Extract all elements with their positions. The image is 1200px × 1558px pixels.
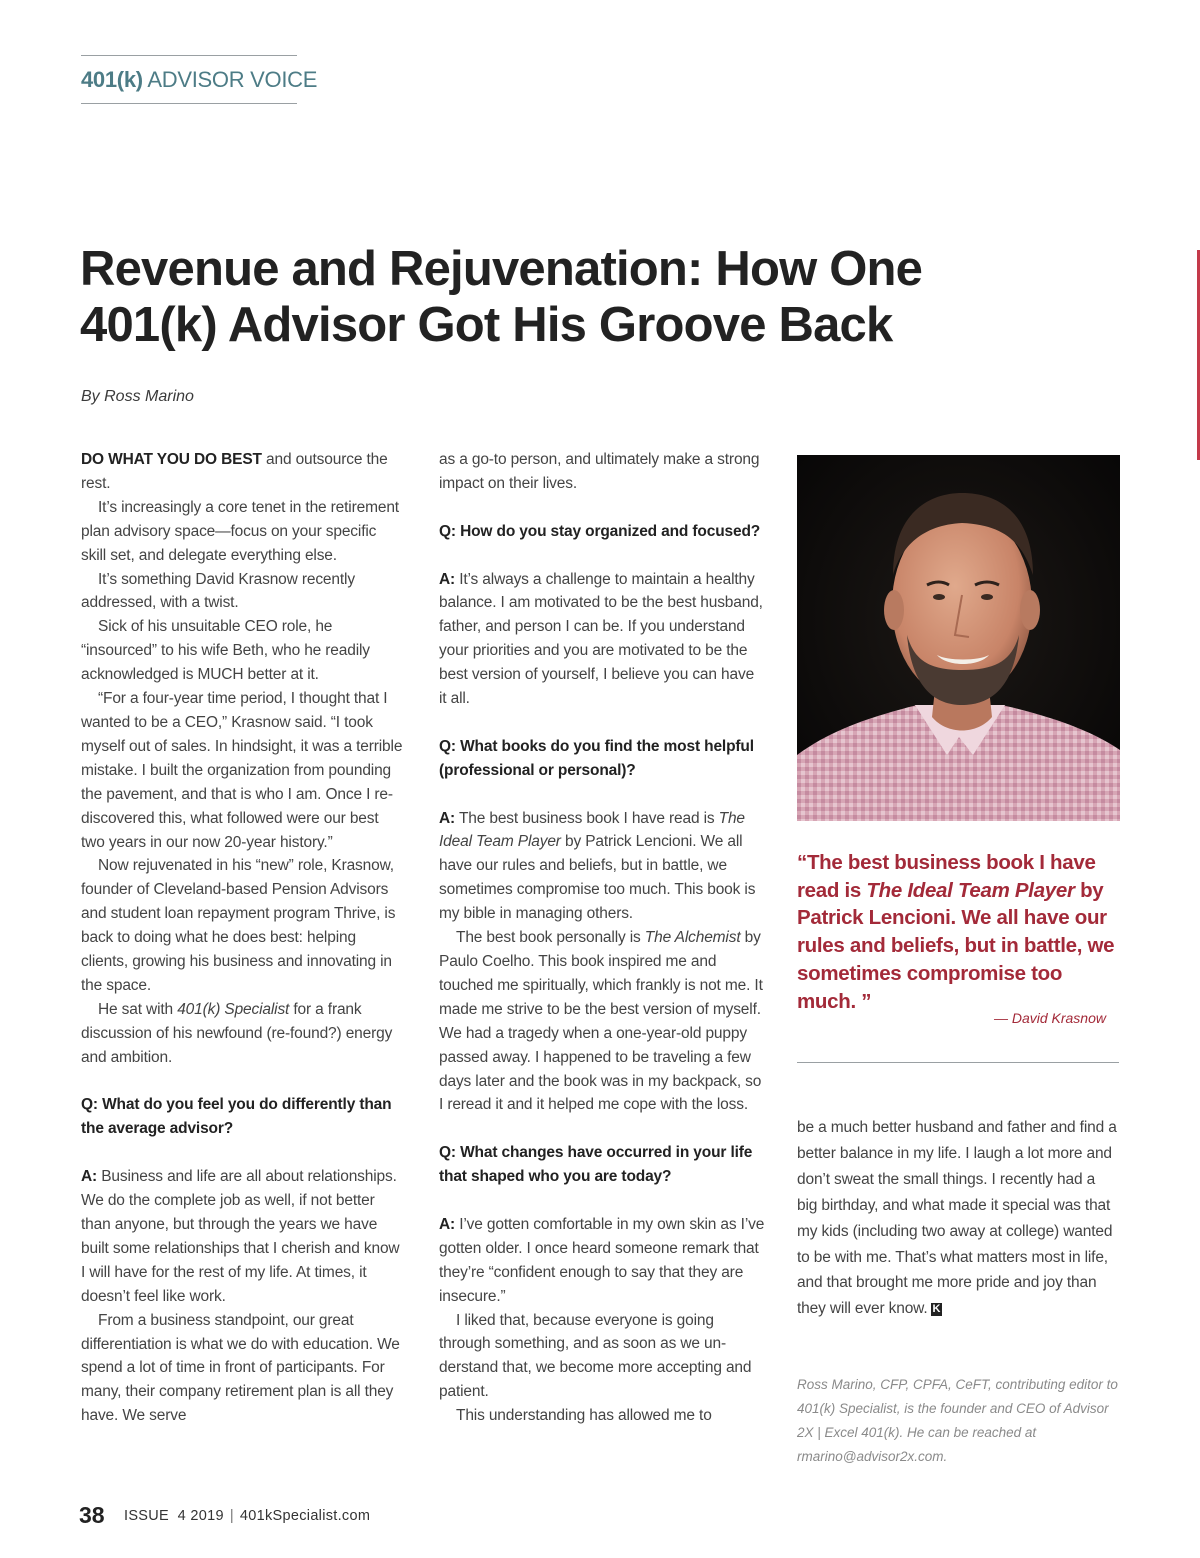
section-rule-bottom bbox=[81, 103, 297, 104]
interview-answer bbox=[439, 1213, 765, 1309]
lead-paragraph bbox=[81, 448, 403, 496]
text-run: He sat with bbox=[98, 1000, 178, 1018]
body-column-3 bbox=[797, 1115, 1119, 1322]
body-paragraph bbox=[81, 998, 403, 1070]
site-link[interactable]: 401kSpecialist.com bbox=[239, 1508, 371, 1524]
body-paragraph: It’s increasingly a core tenet in the retirement plan advisory space—focus on your specific skill set, and delegate everything else. bbox=[81, 498, 399, 564]
text-run: by Patrick Lencioni. We all have our rules and beliefs, but in battle, we sometimes compromise too much. ” bbox=[797, 878, 1115, 1013]
page-number: 38 bbox=[79, 1502, 105, 1528]
section-rule-top bbox=[81, 55, 297, 56]
text-run: for a frank discussion of his newfound (re-found?) energy and ambition. bbox=[81, 1000, 393, 1066]
body-paragraph: “For a four-year time period, I thought that I wanted to be a CEO,” Krasnow said. “I took myself out of sales. In hindsight, it was a terrible mistake. I built the organization from pounding the pavement, and that is who I am. Once I re-discovered this, what followed were our best two years in our now 20-year history.” bbox=[81, 690, 403, 851]
book-title: The Ideal Team Player bbox=[866, 878, 1075, 902]
body-paragraph: Sick of his unsuitable CEO role, he “insourced” to his wife Beth, who he readily acknowledged is MUCH better at it. bbox=[81, 618, 370, 684]
body-paragraph: I liked that, because everyone is going through something, and as soon as we understand that, we become more accepting and patient. bbox=[439, 1311, 752, 1401]
publication-name: 401(k) Specialist bbox=[177, 1000, 290, 1018]
body-paragraph: From a business standpoint, our great differentiation is what we do with education. We spend a lot of time in front of participants. For many, their company retirement plan is all they have. We serve bbox=[81, 1311, 400, 1425]
footer-info bbox=[124, 1506, 370, 1526]
text-run: I’ve gotten comfortable in my own skin as I’ve gotten older. I once heard someone remark that they’re “confident enough to say that they are insecure.” bbox=[439, 1215, 765, 1305]
text-run: Business and life are all about relationships. We do the complete job as well, if not better than anyone, but through the years we have built some relationships that I cherish and know I will have for the rest of my life. At times, it doesn’t feel like work. bbox=[81, 1168, 400, 1305]
section-label-strong: 401(k) bbox=[81, 67, 143, 92]
body-paragraph: This understanding has allowed me to bbox=[456, 1407, 712, 1425]
author-bio: Ross Marino, CFP, CPFA, CeFT, contributing editor to 401(k) Specialist, is the founder and CEO of Advisor 2X | Excel 401(k). He can be reached at rmarino@advisor2x.com. bbox=[797, 1377, 1118, 1464]
pull-quote bbox=[797, 849, 1119, 1015]
lead-caps: DO WHAT YOU DO BEST bbox=[81, 451, 262, 468]
body-paragraph: Now rejuvenated in his “new” role, Krasnow, founder of Cleveland-based Pension Advisors and student loan repayment program Thrive, is back to doing what he does best: helping clients, growing his business and innovating in the space. bbox=[81, 857, 396, 994]
body-column-1 bbox=[81, 448, 403, 1428]
book-title: The Alchemist bbox=[644, 929, 741, 947]
article-title: Revenue and Rejuvenation: How One 401(k) Advisor Got His Groove Back bbox=[80, 242, 923, 352]
interview-question: Q: What books do you find the most helpful (professional or personal)? bbox=[439, 737, 754, 779]
interview-answer bbox=[81, 1165, 403, 1308]
text-run: be a much better husband and father and find a better balance in my life. I laugh a lot more and don’t sweat the small things. I recently had a big birthday, and what made it special was that my kids (including two away at college) wanted to be with me. That’s what matters most in life, and that brought me more pride and joy than they will ever know. bbox=[797, 1119, 1117, 1318]
interview-answer bbox=[439, 568, 765, 711]
text-run: It’s always a challenge to maintain a healthy balance. I am motivated to be the best husband, father, and person I can be. If you understand your priorities and you are motivated to be the best version of yourself, I believe you can have it all. bbox=[439, 570, 763, 708]
portrait-photo bbox=[797, 455, 1120, 821]
text-run: by Paulo Coelho. This book inspired me and touched me spiritually, which frankly is not me. It made me strive to be the best version of myself. We had a tragedy when a one-year-old puppy passed away. I happened to be traveling a few days later and the book was in my backpack, so I reread it and it helped me cope with the loss. bbox=[439, 929, 763, 1114]
answer-label: A: bbox=[81, 1168, 98, 1186]
byline: By Ross Marino bbox=[81, 388, 194, 405]
portrait-illustration bbox=[797, 455, 1120, 821]
answer-label: A: bbox=[439, 570, 456, 588]
answer-label: A: bbox=[439, 809, 456, 827]
body-paragraph bbox=[797, 1115, 1119, 1322]
interview-question: Q: What do you feel you do differently than the average advisor? bbox=[81, 1096, 392, 1138]
pull-quote-attribution: — David Krasnow bbox=[993, 1010, 1106, 1026]
answer-label: A: bbox=[439, 1215, 456, 1233]
end-mark-icon: K bbox=[932, 1303, 941, 1316]
section-label-rest: ADVISOR VOICE bbox=[142, 67, 318, 92]
lead-text: and outsource the rest. bbox=[81, 451, 388, 492]
text-run: The best business book I have read is bbox=[455, 809, 719, 827]
book-title: The Ideal Team Player bbox=[439, 809, 745, 851]
text-run: The best book personally is bbox=[456, 929, 645, 947]
pull-quote-divider bbox=[797, 1062, 1119, 1063]
footer-separator: | bbox=[229, 1508, 234, 1524]
interview-question: Q: What changes have occurred in your life that shaped who you are today? bbox=[439, 1144, 753, 1186]
section-label bbox=[81, 66, 317, 94]
body-column-2 bbox=[439, 448, 765, 1428]
interview-answer bbox=[439, 807, 765, 927]
body-paragraph: as a go-to person, and ultimately make a strong impact on their lives. bbox=[439, 451, 760, 492]
issue-label: ISSUE 4 2019 bbox=[124, 1508, 224, 1524]
body-paragraph bbox=[439, 926, 765, 1117]
text-run: “The best business book I have read is bbox=[797, 851, 1096, 902]
body-paragraph: It’s something David Krasnow recently addressed, with a twist. bbox=[81, 570, 355, 612]
text-run: by Patrick Lencioni. We all have our rules and beliefs, but in battle, we sometimes compromise too much. This book is my bible in managing others. bbox=[439, 833, 756, 923]
interview-question: Q: How do you stay organized and focused? bbox=[439, 522, 761, 540]
